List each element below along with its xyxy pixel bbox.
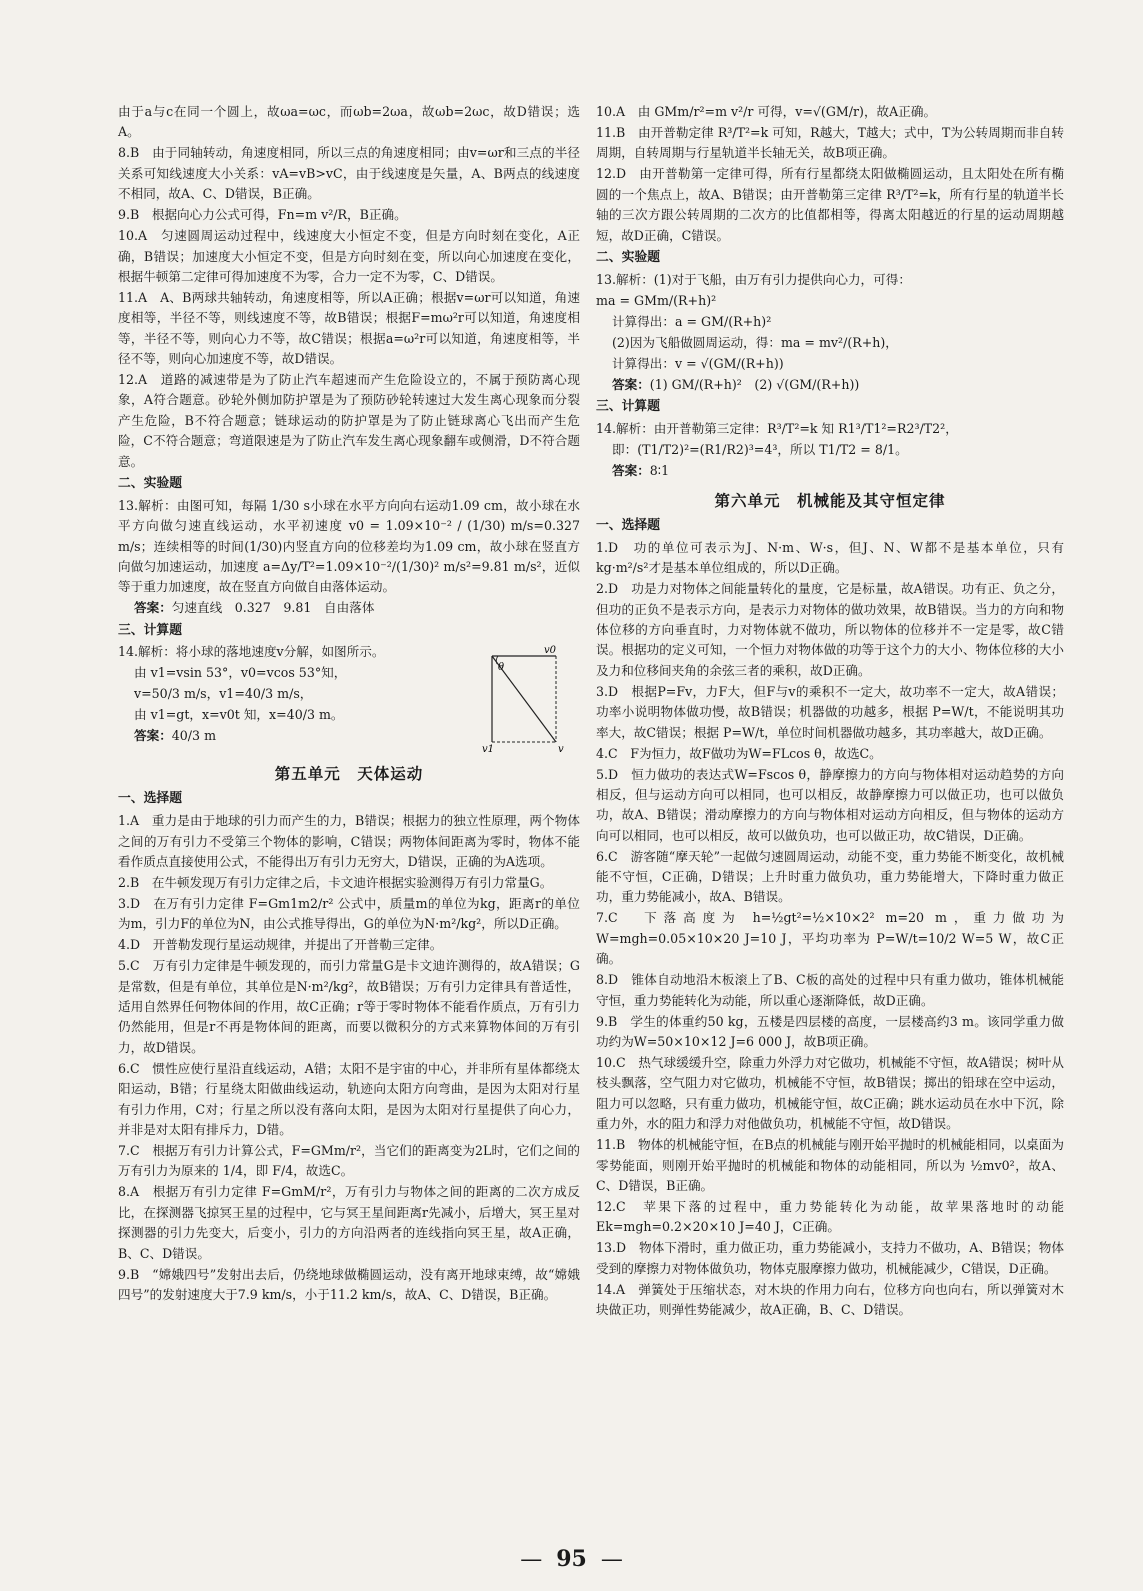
section-heading: 一、选择题 [596,518,660,534]
answer-item: 8.D 锥体自动地沿木板滚上了B、C板的高处的过程中只有重力做功，锥体机械能守恒，重力势能转化为动能，所以重心逐渐降低，故D正确。 [596,972,1064,1008]
answer-label: 答案： [134,600,172,616]
unit-title: 第六单元 机械能及其守恒定律 [714,492,946,511]
answer-line: v=50/3 m/s，v1=40/3 m/s， [134,686,313,702]
answer-line: 由 v1=vsin 53°，v0=vcos 53°知， [134,665,347,681]
footer-dash: — [520,1547,543,1572]
answer-item: 12.A 道路的减速带是为了防止汽车超速而产生危险设立的，不属于预防离心现象，A符合题意。砂轮外侧加防护罩是为了预防砂轮转速过大发生离心现象而分裂产生危险，B不符合题意；链球运动的防护罩是为了防止链球离心飞出而产生危险，C不符合题意；弯道限速是为了防止汽车发生离心现象翻车或侧滑，D不符合题意。 [118,372,580,469]
answer-line: 计算得出：v = √(GM/(R+h)) [612,355,784,371]
answer-line [118,598,580,618]
figure-v0-label: v0 [544,645,557,657]
figure-v1-label: v1 [482,744,495,755]
answer-item: 10.A 匀速圆周运动过程中，线速度大小恒定不变，但是方向时刻在变化，A正确，B错误；加速度大小恒定不变，但是方向时刻在变，所以向心加速度在变化，根据牛顿第二定律可得加速度不为零，合力一定不为零，C、D错误。 [118,228,580,284]
figure-v-label: v [558,744,564,755]
answer-item: 9.B “嫦娥四号”发射出去后，仍绕地球做椭圆运动，没有离开地球束缚，故“嫦娥四号”的发射速度大于7.9 km/s，小于11.2 km/s，故A、C、D错误，B正确。 [118,1266,580,1302]
answer-label: 答案： [134,728,172,744]
answer-value: 40/3 m [171,728,217,744]
answer-line [596,461,1064,481]
answer-line: 由 v1=gt，x=v0t 知，x=40/3 m。 [134,707,344,723]
answer-item: 8.A 根据万有引力定律 F=GmM/r²，万有引力与物体之间的距离的二次方成反比，在探测器飞掠冥王星的过程中，它与冥王星间距离r先减小，后增大，冥王星对探测器的引力先变大，后变小，引力的方向沿两者的连线指向冥王星，故A正确，B、C、D错误。 [118,1184,580,1261]
answer-item: 13.解析：由图可知，每隔 1/30 s小球在水平方向向右运动1.09 cm，故小球在水平方向做匀速直线运动，水平初速度 v0 = 1.09×10⁻² / (1/30) m/s=0.327 m/s；连续相等的时间(1/30)内竖直方向的位移差均为1.09 cm，故小球在竖直方向做匀加速运动，加速度 a=Δy/T²=1.09×10⁻²/(1/30)² m/s²=9.81 m/s²，近似等于重力加速度，故在竖直方向做自由落体运动。 [118,497,580,595]
unit-title: 第五单元 天体运动 [274,765,424,784]
footer-dash: — [600,1547,623,1572]
section-heading: 三、计算题 [118,622,182,638]
right-column [596,102,1064,1321]
answer-value: 匀速直线 0.327 9.81 自由落体 [171,600,375,616]
answer-item: 11.B 物体的机械能守恒，在B点的机械能与刚开始平抛时的机械能相同，以桌面为零势能面，则刚开始平抛时的机械能和物体的动能相同，所以为 ½mv0²，故A、C、D错误，B正确。 [596,1137,1064,1193]
answer-line [596,375,1064,395]
answer-item: 9.B 根据向心力公式可得，Fn=m v²/R，B正确。 [118,207,407,223]
answer-item: 5.C 万有引力定律是牛顿发现的，而引力常量G是卡文迪许测得的，故A错误；G是常数，但是有单位，其单位是N·m²/kg²，故B错误；万有引力定律具有普适性，适用自然界任何物体间的作用，故C正确；r等于零时物体不能看作质点，万有引力仍然能用，但是r不再是物体间的距离，而要以微积分的方式来算物体间的万有引力，故D错误。 [118,958,580,1055]
answer-item: 5.D 恒力做功的表达式W=Fscos θ，静摩擦力的方向与物体相对运动趋势的方向相反，但与运动方向可以相同，也可以相反，故静摩擦力可以做正功，也可以做负功，故A、B错误；滑动摩擦力的方向与物体相对运动方向相反，但与物体的运动方向可以相同，也可以相反，故可以做负功，也可以做正功，故C错误，D正确。 [596,766,1064,843]
answer-item: 2.B 在牛顿发现万有引力定律之后，卡文迪许根据实验测得万有引力常量G。 [118,874,553,890]
figure-theta-label: θ [498,662,505,674]
answer-label: 答案： [612,376,650,392]
section-heading: 二、实验题 [118,476,182,491]
answer-item: 3.D 在万有引力定律 F=Gm1m2/r² 公式中，质量m的单位为kg，距离r的单位为m，引力F的单位为N，由公式推导得出，G的单位为N·m²/kg²，所以D正确。 [118,895,580,932]
answer-item: 9.B 学生的体重约50 kg，五楼是四层楼的高度，一层楼高约3 m。该同学重力做功约为W=50×10×12 J=6 000 J，故B项正确。 [596,1013,1064,1049]
answer-item: 12.C 苹果下落的过程中，重力势能转化为动能，故苹果落地时的动能 Ek=mgh=0.2×20×10 J=40 J，C正确。 [596,1198,1064,1235]
answer-item: 3.D 根据P=Fv，力F大，但F与v的乘积不一定大，故功率不一定大，故A错误；功率小说明物体做功慢，故B错误；机器做的功越多，根据 P=W/t，不能说明其功率大，故C错误；根据 P=W/t，单位时间机器做功越多，其功率越大，故D正确。 [596,683,1064,740]
section-heading: 三、计算题 [596,398,660,414]
answer-item: 10.C 热气球缓缓升空，除重力外浮力对它做功，机械能不守恒，故A错误；树叶从枝头飘落，空气阻力对它做功，机械能不守恒，故B错误；掷出的铅球在空中运动，阻力可以忽略，只有重力做功，机械能守恒，故C正确；跳水运动员在水中下沉，除重力外，水的阻力和浮力对他做负功，机械能不守恒，故D错误。 [596,1054,1064,1132]
section-heading: 一、选择题 [118,791,182,807]
answer-item: 6.C 游客随“摩天轮”一起做匀速圆周运动，动能不变，重力势能不断变化，故机械能不守恒，C正确，D错误；上升时重力做负功，重力势能增大，下降时重力做正功，重力势能减小，故A、B错误。 [596,848,1064,905]
answer-item: 13.D 物体下滑时，重力做正功，重力势能减小，支持力不做功，A、B错误；物体受到的摩擦力对物体做负功，物体克服摩擦力做功，机械能减少，C错误，D正确。 [596,1240,1064,1276]
answer-item: 2.D 功是力对物体之间能量转化的量度，它是标量，故A错误。功有正、负之分，但功的正负不是表示方向，是表示力对物体的做功效果，故B错误。当力的方向和物体位移的方向垂直时，力对物体就不做功，所以物体的位移并不一定是零，故C错误。根据功的定义可知，一个恒力对物体做的功等于这个力的大小、物体位移的大小及力和位移间夹角的余弦三者的乘积，故D正确。 [596,581,1064,678]
answer-line: 计算得出：a = GM/(R+h)² [612,313,772,329]
page-number-footer [0,1546,1143,1572]
left-column [118,102,580,1306]
answer-item: 6.C 惯性应使行星沿直线运动，A错；太阳不是宇宙的中心，并非所有星体都绕太阳运动，B错；行星绕太阳做曲线运动，轨迹向太阳方向弯曲，是因为太阳对行星有引力作用，C对；行星之所以没有落向太阳，是因为太阳对行星提供了向心力，并非是对太阳有排斥力，D错。 [118,1060,580,1138]
velocity-decomposition-figure [482,644,572,754]
page-number: 95 [556,1546,587,1572]
answer-item: 11.A A、B两球共轴转动，角速度相等，所以A正确；根据v=ωr可以知道，角速度相等，半径不等，则线速度不等，故B错误；根据F=mω²r可以知道，角速度相等，半径不等，则向心力不等，故C错误；根据a=ω²r可以知道，角速度相等，半径不等，则向心加速度不等，故D错误。 [118,289,580,367]
answer-line: 即：(T1/T2)²=(R1/R2)³=4³，所以 T1/T2 = 8/1。 [612,441,908,457]
answer-item: 12.D 由开普勒第一定律可得，所有行星都绕太阳做椭圆运动，且太阳处在所有椭圆的一个焦点上，故A、B错误；由开普勒第三定律 R³/T²=k，所有行星的轨道半长轴的三次方跟公转周期的二次方的比值都相等，得离太阳越近的行星的运动周期越短，故D正确，C错误。 [596,166,1064,243]
answer-item: 1.D 功的单位可表示为J、N·m、W·s，但J、N、W都不是基本单位，只有kg·m²/s²才是基本单位组成的，所以D正确。 [596,539,1064,576]
answer-line: ma = GMm/(R+h)² [596,292,717,308]
answer-value: (1) GM/(R+h)² (2) √(GM/(R+h)) [649,376,860,392]
answer-item: 8.B 由于同轴转动，角速度相同，所以三点的角速度相同；由v=ωr和三点的半径关系可知线速度大小关系：vA=vB>vC，由于线速度是矢量，A、B两点的线速度不相同，故A、C、D错误，B正确。 [118,145,580,202]
answer-paragraph: 由于a与c在同一个圆上，故ωa=ωc，而ωb=2ωa，故ωb=2ωc，故D错误；选A。 [118,104,580,140]
answer-label: 答案： [612,462,650,478]
answer-item: 13.解析：(1)对于飞船，由万有引力提供向心力，可得： [596,271,911,287]
answer-item: 14.A 弹簧处于压缩状态，对木块的作用力向右，位移方向也向右，所以弹簧对木块做正功，则弹性势能减少，故A正确，B、C、D错误。 [596,1281,1064,1318]
section-heading: 二、实验题 [596,249,660,265]
answer-item: 4.D 开普勒发现行星运动规律，并提出了开普勒三定律。 [118,937,443,953]
answer-item: 11.B 由开普勒定律 R³/T²=k 可知，R越大，T越大；式中，T为公转周期而非自转周期，自转周期与行星轨道半长轴无关，故B项正确。 [596,124,1064,161]
question-14-block [118,642,580,754]
answer-item: 14.解析：将小球的落地速度v分解，如图所示。 [118,644,385,660]
answer-item: 4.C F为恒力，故F做功为W=FLcos θ，故选C。 [596,745,882,761]
answer-item: 10.A 由 GMm/r²=m v²/r 可得，v=√(GM/r)，故A正确。 [596,104,937,119]
answer-value: 8∶1 [649,462,670,478]
answer-item: 7.C 根据万有引力计算公式，F=GMm/r²，当它们的距离变为2L时，它们之间的万有引力为原来的 1/4，即 F/4，故选C。 [118,1143,580,1179]
answer-line: (2)因为飞船做圆周运动，得：ma = mv²/(R+h)， [612,334,898,350]
answer-item: 1.A 重力是由于地球的引力而产生的力，B错误；根据力的独立性原理，两个物体之间的万有引力不受第三个物体的影响，C错误；两物体间距离为零时，物体不能看作质点直接使用公式，不能得出万有引力无穷大，D错误，正确的为A选项。 [118,813,580,869]
answer-item: 14.解析：由开普勒第三定律：R³/T²=k 知 R1³/T1²=R2³/T2²， [596,420,958,436]
answer-item: 7.C 下落高度为 h=½gt²=½×10×2² m=20 m，重力做功为 W=mgh=0.05×10×20 J=10 J，平均功率为 P=W/t=10/2 W=5 W，故C正确。 [596,910,1064,967]
